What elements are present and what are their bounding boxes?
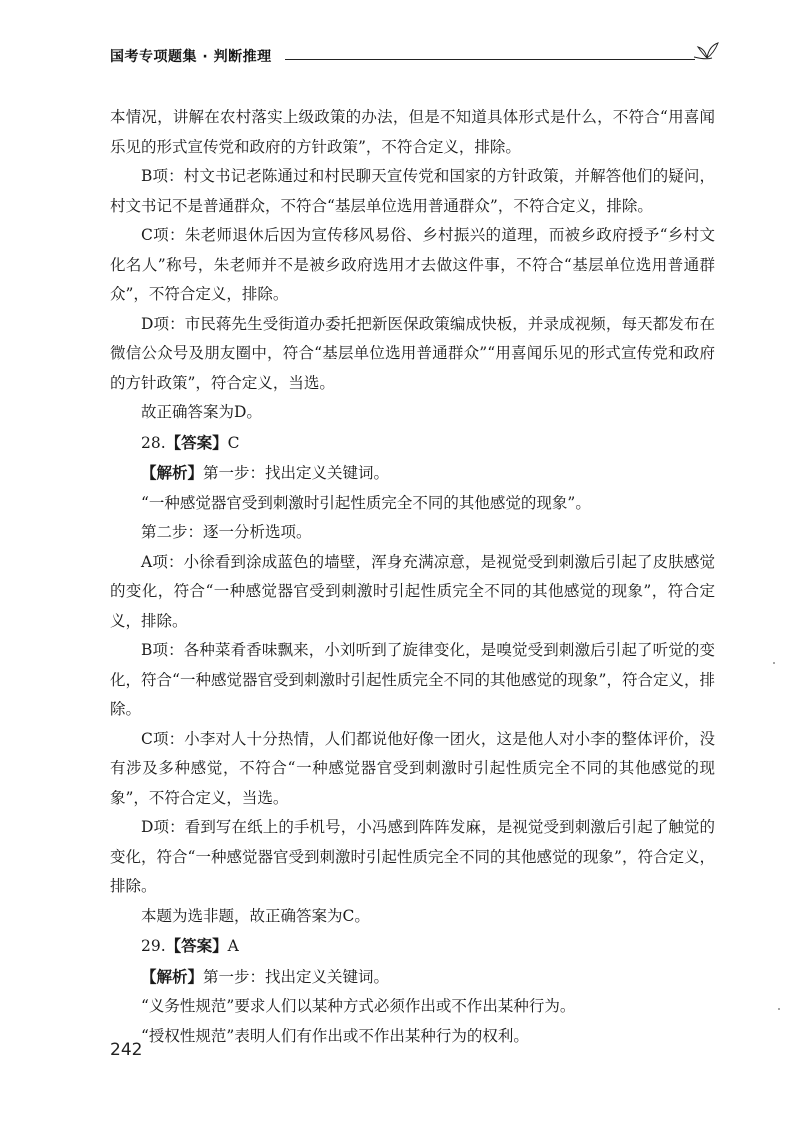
paragraph: 第二步：逐一分析选项。	[141, 523, 312, 541]
paragraph: “义务性规范”要求人们以某种方式必须作出或不作出某种行为。	[141, 997, 576, 1015]
analysis-line	[110, 458, 715, 489]
analysis-tag: 【解析】	[141, 463, 204, 482]
running-header	[110, 46, 715, 70]
sprout-icon	[692, 38, 720, 64]
analysis-line	[110, 962, 715, 993]
paragraph: “一种感觉器官受到刺激时引起性质完全不同的其他感觉的现象”。	[141, 493, 591, 512]
page-body	[110, 103, 715, 1051]
analysis-tag: 【解析】	[141, 966, 204, 986]
scan-speck	[778, 1008, 780, 1010]
scan-speck	[773, 662, 775, 664]
paragraph: B项：村文书记老陈通过和村民聊天宣传党和国家的方针政策，并解答他们的疑问，村文书记不是普通群众，不符合“基层单位选用普通群众”，不符合定义，排除。	[110, 167, 715, 215]
question-answer-line	[110, 428, 715, 459]
answer-letter: C	[227, 433, 240, 452]
paragraph: 故正确答案为D。	[141, 403, 262, 421]
paragraph: 本情况，讲解在农村落实上级政策的办法，但是不知道具体形式是什么，不符合“用喜闻乐见的形式宣传党和政府的方针政策”，不符合定义，排除。	[110, 108, 715, 156]
paragraph: D项：市民蒋先生受街道办委托把新医保政策编成快板，并录成视频，每天都发布在微信公众号及朋友圈中，符合“基层单位选用普通群众”“用喜闻乐见的形式宣传党和政府的方针政策”，符合定义，当选。	[110, 314, 715, 392]
question-number: 29.	[141, 937, 166, 955]
analysis-text: 第一步：找出定义关键词。	[203, 464, 390, 482]
option-paragraph: C项：小李对人十分热情，人们都说他好像一团火，这是他人对小李的整体评价，没有涉及多种感觉，不符合“一种感觉器官受到刺激时引起性质完全不同的其他感觉的现象”，不符合定义，当选。	[110, 729, 715, 807]
paragraph: “授权性规范”表明人们有作出或不作出某种行为的权利。	[141, 1026, 529, 1045]
paragraph: 本题为选非题，故正确答案为C。	[141, 906, 370, 925]
analysis-text: 第一步：找出定义关键词。	[203, 967, 390, 986]
question-answer-line	[110, 931, 715, 962]
answer-letter: A	[227, 937, 239, 955]
answer-tag: 【答案】	[165, 432, 228, 452]
page-number: 242	[110, 1040, 143, 1060]
paragraph: C项：朱老师退休后因为宣传移风易俗、乡村振兴的道理，而被乡政府授予“乡村文化名人”称号，朱老师并不是被乡政府选用才去做这件事，不符合“基层单位选用普通群众”，不符合定义，排除。	[110, 226, 715, 303]
option-paragraph: A项：小徐看到涂成蓝色的墙壁，浑身充满凉意，是视觉受到刺激后引起了皮肤感觉的变化，符合“一种感觉器官受到刺激时引起性质完全不同的其他感觉的现象”，符合定义，排除。	[110, 552, 715, 630]
option-paragraph: B项：各种菜肴香味飘来，小刘听到了旋律变化，是嗅觉受到刺激后引起了听觉的变化，符合“一种感觉器官受到刺激时引起性质完全不同的其他感觉的现象”，符合定义，排除。	[110, 641, 715, 718]
answer-tag: 【答案】	[165, 936, 228, 955]
option-paragraph: D项：看到写在纸上的手机号，小冯感到阵阵发麻，是视觉受到刺激后引起了触觉的变化，符合“一种感觉器官受到刺激时引起性质完全不同的其他感觉的现象”，符合定义，排除。	[110, 818, 715, 895]
header-rule	[285, 59, 695, 60]
book-title: 国考专项题集 · 判断推理	[110, 49, 272, 65]
question-number: 28.	[141, 433, 166, 452]
